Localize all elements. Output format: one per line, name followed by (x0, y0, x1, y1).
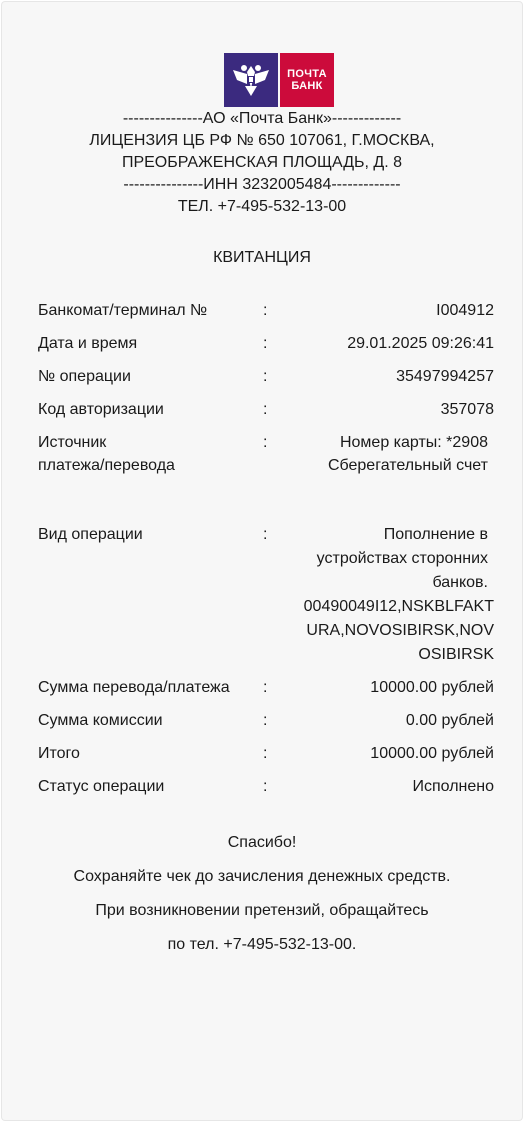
row-value (263, 431, 488, 477)
row-colon: : (263, 745, 268, 762)
row-value-line: 00490049I12,NSKBLFAKT (303, 598, 494, 615)
row-label: Сумма комиссии (38, 712, 163, 729)
row-colon: : (263, 434, 268, 451)
row-value: 35497994257 (396, 368, 494, 385)
logo-wordmark (280, 53, 334, 107)
row-label: № операции (38, 368, 131, 385)
row-value: Исполнено (412, 778, 494, 795)
logo-line-2: БАНК (291, 80, 323, 92)
header-license: ЛИЦЕНЗИЯ ЦБ РФ № 650 107061, Г.МОСКВА, (89, 132, 435, 149)
footer-keep-receipt: Сохраняйте чек до зачисления денежных средств. (73, 868, 451, 885)
header-phone: ТЕЛ. +7-495-532-13-00 (177, 198, 347, 215)
row-value (264, 523, 494, 667)
row-value: I004912 (436, 302, 494, 319)
row-value-line: Сберегательный счет (327, 457, 488, 474)
row-value: 10000.00 рублей (370, 679, 494, 696)
receipt-title: КВИТАНЦИЯ (213, 249, 311, 266)
row-label: Статус операции (38, 778, 165, 795)
row-label: Сумма перевода/платежа (38, 679, 230, 696)
receipt (2, 2, 522, 1120)
footer-claims: При возникновении претензий, обращайтесь (95, 902, 429, 919)
header-address: ПРЕОБРАЖЕНСКАЯ ПЛОЩАДЬ, Д. 8 (121, 154, 403, 171)
row-value-line: Номер карты: *2908 (339, 434, 488, 451)
footer-phone: по тел. +7-495-532-13-00. (167, 936, 357, 953)
row-value: 10000.00 рублей (370, 745, 494, 762)
row-value: 357078 (440, 401, 494, 418)
row-label (38, 431, 268, 477)
row-label: Вид операции (38, 526, 143, 543)
row-payment-source (38, 431, 494, 477)
row-value-line: URA,NOVOSIBIRSK,NOV (306, 622, 494, 639)
footer-thanks: Спасибо! (227, 834, 297, 851)
row-value: 0.00 рублей (405, 712, 494, 729)
row-colon: : (263, 712, 268, 729)
row-value-line: Пополнение в (383, 526, 488, 543)
row-colon: : (263, 401, 268, 418)
row-label: Код авторизации (38, 401, 164, 418)
row-value: 29.01.2025 09:26:41 (347, 335, 494, 352)
row-label: Итого (38, 745, 80, 762)
row-operation-type (38, 523, 494, 663)
row-label: Банкомат/терминал № (38, 302, 208, 319)
row-label-line: платежа/перевода (38, 457, 175, 474)
row-value-line: OSIBIRSK (418, 646, 494, 663)
row-colon: : (263, 778, 268, 795)
header-bank-name: ---------------АО «Почта Банк»------------- (122, 110, 402, 127)
logo-line-1: ПОЧТА (287, 68, 327, 80)
row-colon: : (263, 335, 268, 352)
pochta-bank-logo (224, 53, 334, 107)
row-colon: : (263, 679, 268, 696)
header-inn: ---------------ИНН 3232005484------------- (123, 176, 401, 193)
row-value-line: устройствах сторонних (316, 550, 488, 567)
row-colon: : (263, 526, 268, 543)
row-colon: : (263, 368, 268, 385)
eagle-emblem-icon (224, 53, 278, 107)
row-value-line: банков. (432, 574, 488, 591)
row-colon: : (263, 302, 268, 319)
row-label: Дата и время (38, 335, 138, 352)
row-label-line: Источник (38, 434, 107, 451)
